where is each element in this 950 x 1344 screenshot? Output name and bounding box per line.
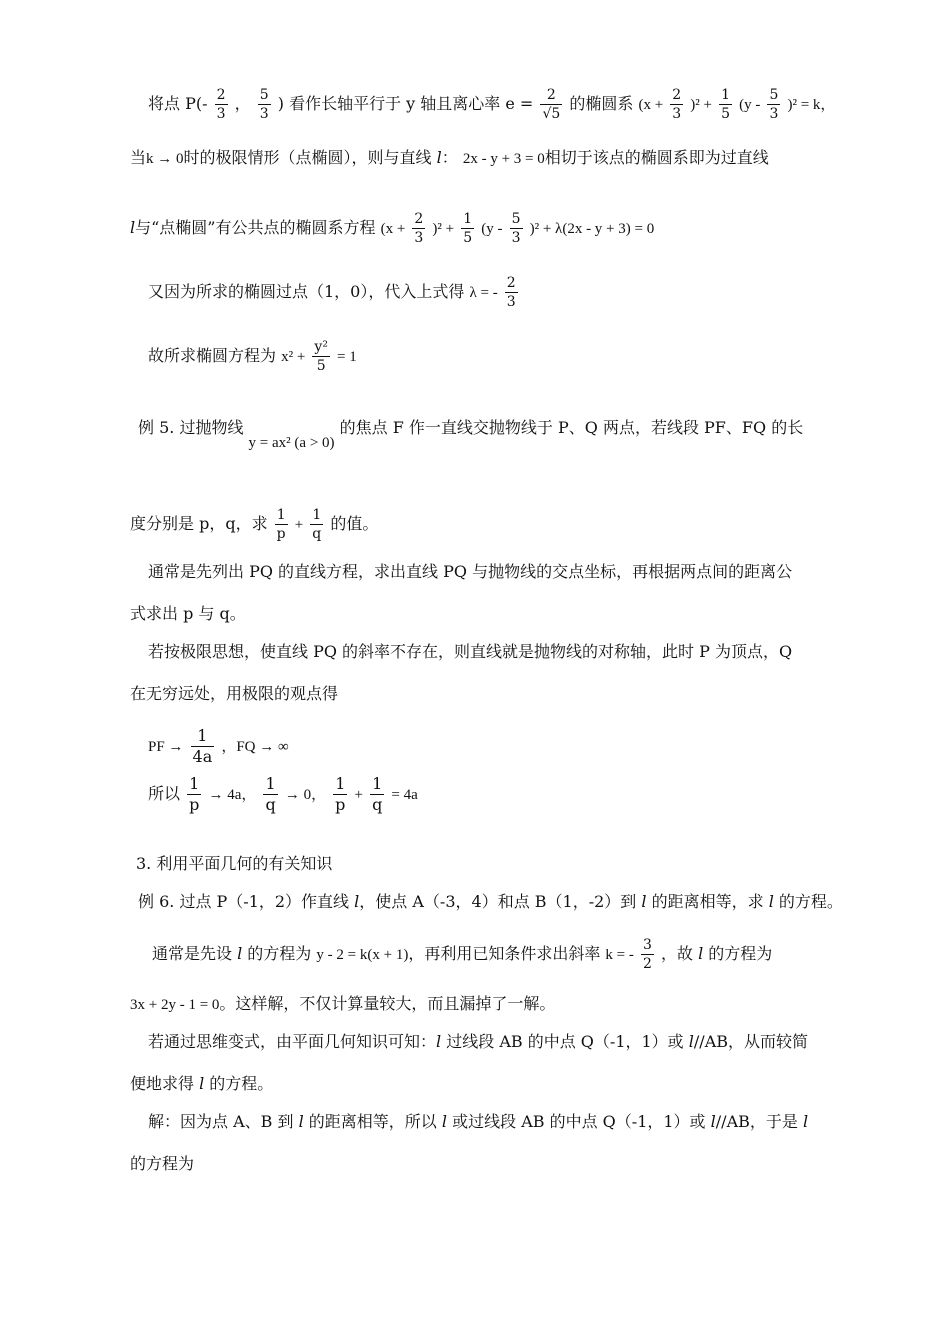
text: 故所求椭圆方程为 (148, 346, 277, 365)
fraction (641, 938, 654, 971)
text: 的距离相等，所以 (303, 1112, 442, 1131)
text: 相切于该点的椭圆系即为过直线 (544, 148, 769, 167)
text: 解：因为点 A、B 到 (148, 1112, 299, 1131)
math: x² + (281, 349, 306, 365)
numerator: 5 (769, 87, 779, 103)
para-solve-ex6-1 (148, 1112, 808, 1132)
denominator: √5 (542, 106, 561, 122)
numerator: 1 (191, 728, 215, 747)
text: 的方程为 (703, 944, 773, 963)
para-result-ex6 (130, 994, 555, 1015)
para-result-ellipse (148, 340, 357, 373)
text: ) 看作长轴平行于 y 轴且离心率 e = (277, 94, 534, 113)
text: 的方程。 (204, 1074, 274, 1093)
math: )² + (432, 221, 455, 237)
math: + (294, 517, 304, 533)
denominator: 3 (506, 294, 516, 310)
numerator: 1 (263, 776, 277, 795)
numerator: 1 (310, 508, 323, 525)
para-usual-ex6 (152, 938, 772, 971)
text: //AB，从而较简 (693, 1032, 809, 1051)
fraction (275, 508, 288, 541)
numerator: 2 (216, 87, 226, 103)
para-solve-ex6-2: 的方程为 (130, 1154, 195, 1173)
example-5-line-2 (130, 508, 378, 541)
denominator: q (372, 795, 383, 814)
text: ，故 (661, 944, 699, 963)
math: k → 0 (146, 151, 184, 167)
para-usual-method-1: 通常是先列出 PQ 的直线方程，求出直线 PQ 与抛物线的交点坐标，再根据两点间的距离公 (148, 562, 793, 581)
math: = 4a (391, 787, 418, 803)
text: 例 6. 过点 P（-1，2）作直线 (138, 892, 355, 911)
para-limit-thinking-1: 若按极限思想，使直线 PQ 的斜率不存在，则直线就是抛物线的对称轴，此时 P 为顶点，Q (148, 642, 793, 661)
math: 2x - y + 3 = 0 (462, 151, 545, 167)
math-var-l: l (436, 148, 442, 167)
text: ， (234, 94, 251, 113)
denominator: 5 (721, 106, 731, 122)
pf-limit-line (148, 728, 289, 765)
para-substitute (148, 276, 520, 309)
section-heading: 3. 利用平面几何的有关知识 (136, 854, 333, 873)
numerator: 1 (463, 211, 473, 227)
denominator: 3 (769, 106, 779, 122)
denominator: 5 (463, 230, 473, 246)
text: 时的极限情形（点椭圆），则与直线 (183, 148, 437, 167)
fraction (333, 776, 347, 813)
denominator: 3 (216, 106, 226, 122)
denominator: 5 (316, 358, 326, 374)
text: ，再利用已知条件求出斜率 (408, 944, 601, 963)
fraction (187, 776, 201, 813)
para-ellipse-family (148, 88, 835, 121)
math: λ = - (469, 285, 498, 301)
math-var-l: l (199, 1074, 205, 1093)
denominator: p (276, 526, 286, 542)
text: 通常是先设 (152, 944, 238, 963)
fraction (461, 212, 474, 245)
numerator: 1 (721, 87, 731, 103)
text: 过线段 AB 的中点 Q（-1，1）或 (441, 1032, 689, 1051)
fraction (719, 88, 732, 121)
fraction (505, 276, 518, 309)
denominator: p (335, 795, 346, 814)
math: y = ax² (a > 0) (248, 435, 335, 451)
math-var-l: l (298, 1112, 304, 1131)
numerator: 1 (275, 508, 288, 525)
text: 度分别是 p，q，求 (130, 514, 268, 533)
math: (y - (481, 221, 503, 237)
fraction (215, 88, 228, 121)
math-var-l: l (441, 1112, 448, 1131)
math-var-l: l (641, 892, 647, 911)
text: 的方程。 (773, 892, 843, 911)
text: 的焦点 F 作一直线交抛物线于 P、Q 两点，若线段 PF、FQ 的长 (339, 418, 804, 437)
numerator: 1 (187, 776, 201, 795)
numerator: 2 (540, 88, 562, 105)
fraction (312, 340, 330, 373)
text: ，使点 A（-3，4）和点 B（1，-2）到 (359, 892, 642, 911)
math: ，FQ → ∞ (221, 739, 289, 755)
fraction (540, 88, 562, 121)
text: 的值。 (330, 514, 379, 533)
denominator: 3 (259, 106, 269, 122)
fraction (263, 776, 277, 813)
text: 与“点椭圆”有公共点的椭圆系方程 (135, 218, 376, 237)
para-usual-method-2: 式求出 p 与 q。 (130, 604, 246, 623)
math: + (354, 787, 363, 803)
text: 所以 (148, 784, 181, 803)
text: 。这样解，不仅计算量较大，而且漏掉了一解。 (219, 994, 556, 1013)
denominator: 4a (192, 747, 213, 766)
text: ： (441, 148, 458, 167)
math: y - 2 = k(x + 1) (316, 947, 409, 963)
para-limit-thinking-2: 在无穷远处，用极限的观点得 (130, 684, 339, 703)
math: (y - (739, 97, 761, 113)
fraction (191, 728, 215, 765)
fraction (370, 776, 384, 813)
math: = 1 (337, 349, 357, 365)
math: PF → (148, 739, 184, 755)
math: k = - (605, 947, 634, 963)
so-limit-line (148, 776, 418, 813)
math-var-l: l (237, 944, 243, 963)
numerator: y² (314, 339, 328, 355)
math: )² + λ(2x - y + 3) = 0 (529, 221, 655, 237)
text: 例 5. 过抛物线 (138, 418, 244, 437)
numerator: 1 (370, 776, 384, 795)
math-var-l: l (354, 892, 360, 911)
numerator: 2 (672, 87, 682, 103)
numerator: 3 (642, 937, 652, 953)
denominator: 3 (511, 230, 521, 246)
math-var-l: l (688, 1032, 694, 1051)
fraction (310, 508, 323, 541)
para-ellipse-system (130, 212, 654, 245)
math-var-l: l (710, 1112, 716, 1131)
text: 的椭圆系 (569, 94, 634, 113)
fraction (670, 88, 683, 121)
para-limit-case (130, 148, 769, 169)
text: 的方程为 (242, 944, 312, 963)
numerator: 2 (414, 211, 424, 227)
denominator: 2 (642, 956, 652, 972)
math: → 4a， (208, 787, 257, 803)
denominator: q (265, 795, 276, 814)
numerator: 5 (259, 87, 269, 103)
fraction (412, 212, 425, 245)
denominator: 3 (414, 230, 424, 246)
text: 又因为所求的椭圆过点（1，0），代入上式得 (148, 282, 465, 301)
math: )² = k， (787, 97, 836, 113)
fraction (258, 88, 271, 121)
math: (x + (380, 221, 406, 237)
numerator: 5 (511, 211, 521, 227)
text: 或过线段 AB 的中点 Q（-1，1）或 (447, 1112, 711, 1131)
fraction (767, 88, 780, 121)
math-var-l: l (768, 892, 774, 911)
example-5-line-1 (138, 418, 804, 451)
text: //AB，于是 (715, 1112, 803, 1131)
numerator: 1 (333, 776, 347, 795)
denominator: 3 (672, 106, 682, 122)
text: 将点 P(- (148, 94, 208, 113)
para-think-ex6-2 (130, 1074, 273, 1094)
math: → 0， (284, 787, 327, 803)
math-var-l: l (436, 1032, 442, 1051)
math-var-l: l (698, 944, 704, 963)
text: 的距离相等，求 (646, 892, 769, 911)
math: )² + (690, 97, 712, 113)
text: 若通过思维变式，由平面几何知识可知： (148, 1032, 437, 1051)
math: (x + (638, 97, 664, 113)
fraction (510, 212, 523, 245)
numerator: 2 (506, 275, 516, 291)
example-6 (138, 892, 843, 912)
denominator: p (189, 795, 200, 814)
para-think-ex6-1 (148, 1032, 808, 1052)
text: 当 (130, 148, 147, 167)
denominator: q (312, 526, 322, 542)
text: 便地求得 (130, 1074, 200, 1093)
math-var-l: l (802, 1112, 809, 1131)
math-var-l: l (130, 218, 136, 237)
math: 3x + 2y - 1 = 0 (130, 997, 220, 1013)
